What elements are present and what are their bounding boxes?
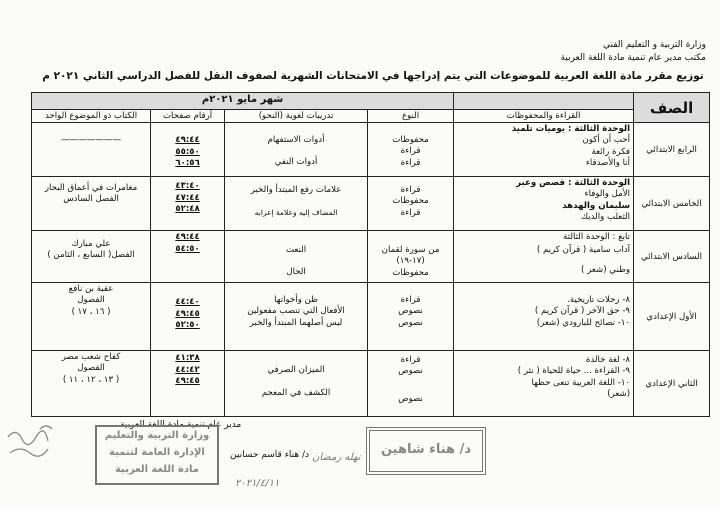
handwritten-name: نهله رمضان	[312, 452, 361, 463]
curriculum-table	[31, 92, 710, 417]
document-title: توزيع مقرر مادة اللغة العربية للموضوعات التي يتم إدراجها في الامتحانات الشهرية لصفوف النقل للفصل الدراسي الثاني ٢٠٢١ م	[42, 70, 704, 82]
header-grade: الصف	[634, 93, 710, 123]
official-stamp: وزارة التربية والتعليم الإدارة العامة لتنمية مادة اللغة العربية	[95, 425, 219, 485]
reading-cell: الوحدة الثالثة : قصص وعبر الأمل والوفاء سليمان والهدهد الثعلب والديك	[454, 177, 634, 231]
signature-title: مدير عام تنمية مادة اللغة العربية	[120, 420, 242, 430]
type-cell: قراءة نصوص نصوص	[368, 283, 454, 351]
grammar-cell: الميزان الصرفي الكشف في المعجم	[225, 351, 368, 417]
grade-cell: الخامس الابتدائي	[634, 177, 710, 231]
grammar-cell: علامات رفع المبتدأ والخبر المضاف إليه وعلامة إعرابه	[225, 177, 368, 231]
signature-stamp: د/ هناء شاهين	[366, 427, 486, 475]
grammar-cell: أدوات الاستفهام أدوات النفي	[225, 123, 368, 177]
header-type: النوع	[368, 110, 454, 123]
table-row	[32, 231, 710, 283]
grammar-cell: ظن وأخواتها الأفعال التي تنصب مفعولين ليس أصلهما المبتدأ والخبر	[225, 283, 368, 351]
grade-cell: الثاني الإعدادي	[634, 351, 710, 417]
pages-cell: ٤١:٣٨ ٤٤:٤٢ ٤٩:٤٥	[151, 351, 225, 417]
book-cell: كفاح شعب مصر الفصول ( ١٣ ، ١٢ ، ١١ )	[32, 351, 151, 417]
type-cell: من سورة لقمان (١٧-١٩) محفوظات	[368, 231, 454, 283]
type-cell: محفوظات قراءة قراءة	[368, 123, 454, 177]
reading-cell: ٨- رحلات تاريخية. ٩- حق الآخر ( قرآن كريم ) ١٠- نصائح للبارودي (شعر)	[454, 283, 634, 351]
header-grammar: تدريبات لغوية (النحو)	[225, 110, 368, 123]
type-cell: قراءة محفوظات قراءة	[368, 177, 454, 231]
pages-cell: ٤٩:٤٤ ٥٥:٥٠ ٦٠:٥٦	[151, 123, 225, 177]
book-cell: عقبة بن نافع الفصول ( ١٦ ، ١٧ )	[32, 283, 151, 351]
pages-cell: ٤٤:٤٠ ٤٩:٤٥ ٥٢:٥٠	[151, 283, 225, 351]
reading-cell: تابع : الوحدة الثالثة آداب سامية ( قرآن كريم ) وطني (شعر )	[454, 231, 634, 283]
ministry-line: وزارة التربية و التعليم الفني	[602, 40, 706, 50]
book-cell: ———————	[32, 123, 151, 177]
table-row	[32, 123, 710, 177]
pages-cell: ٤٩:٤٤ ٥٤:٥٠	[151, 231, 225, 283]
header-reading: القراءة والمحفوظات	[454, 110, 634, 123]
table-row	[32, 351, 710, 417]
reading-cell: ٨- لغة خالدة ٩- القراءة ... حياة للحياة ( نثر ) ١٠- اللغة العربية تنعى حظها (شعر)	[454, 351, 634, 417]
handwritten-date: ٢٠٢١/٤/١١	[235, 478, 280, 489]
signature-name: د/ هناء قاسم حسانين	[230, 450, 310, 460]
header-pages: أرقام صفحات	[151, 110, 225, 123]
book-cell: مغامرات في أعماق البحار الفصل السادس	[32, 177, 151, 231]
header-book: الكتاب ذو الموضوع الواحد	[32, 110, 151, 123]
type-cell: قراءة نصوص نصوص	[368, 351, 454, 417]
grade-cell: الأول الإعدادي	[634, 283, 710, 351]
reading-cell: الوحدة الثالثة : يوميات تلميذ أحب أن أكون فكرة رائعة أنا والأصدقاء	[454, 123, 634, 177]
table-row	[32, 283, 710, 351]
handwritten-scribble-icon	[0, 415, 90, 475]
grade-cell: السادس الابتدائي	[634, 231, 710, 283]
book-cell: علي مبارك الفصل( السابع ، الثامن )	[32, 231, 151, 283]
grammar-cell: النعت الحال	[225, 231, 368, 283]
month-label: شهر مايو ٢٠٢١م	[32, 93, 454, 110]
pages-cell: ٤٣:٤٠ ٤٧:٤٤ ٥٢:٤٨	[151, 177, 225, 231]
grade-cell: الرابع الابتدائي	[634, 123, 710, 177]
office-line: مكتب مدير عام تنمية مادة اللغة العربية	[560, 53, 706, 63]
table-row	[32, 177, 710, 231]
